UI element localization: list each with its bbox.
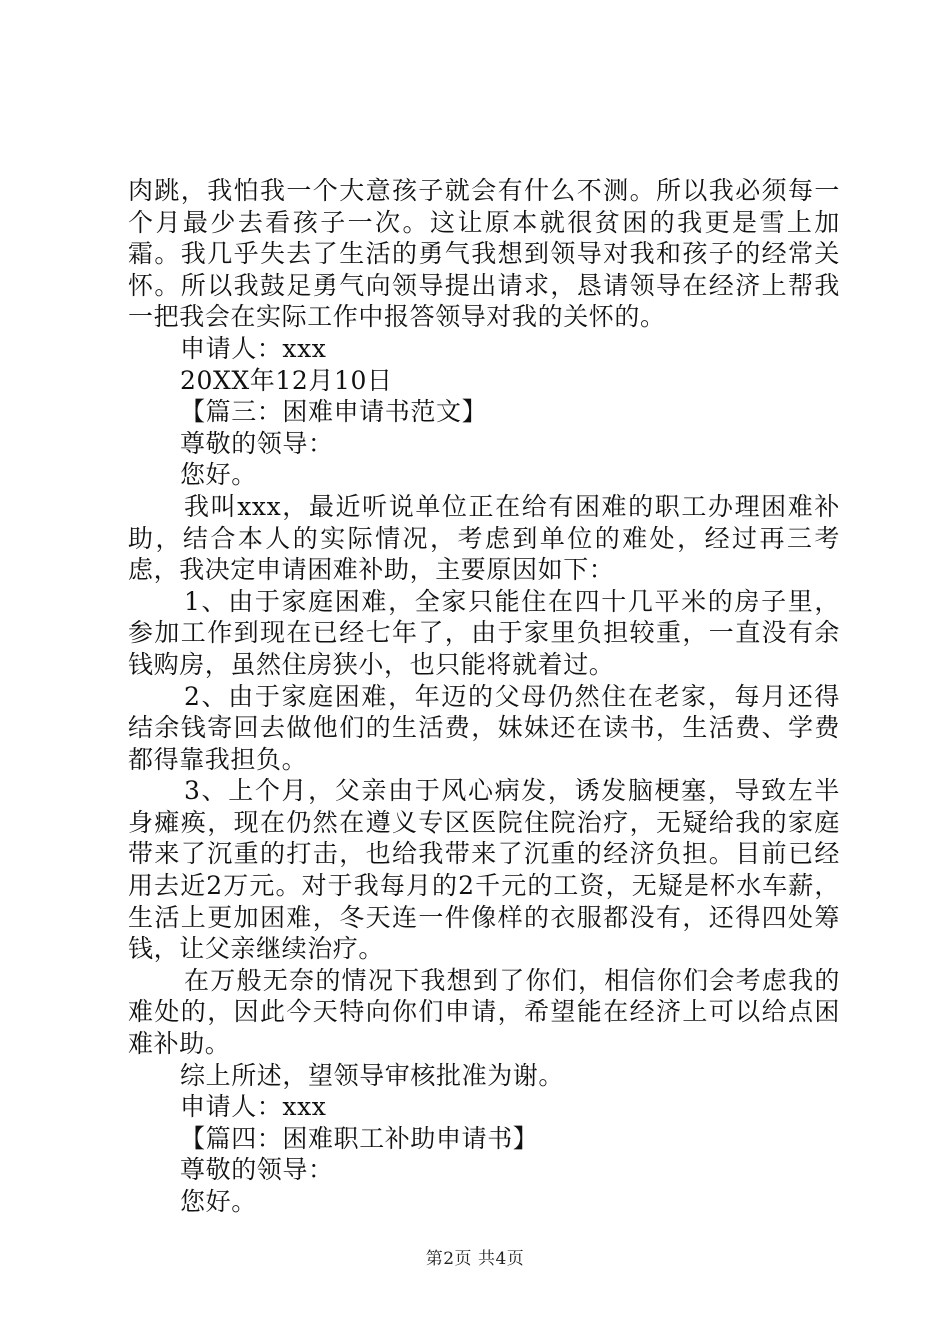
- section-heading-3: 【篇三：困难申请书范文】: [180, 397, 488, 427]
- greeting: 您好。: [180, 460, 257, 490]
- paragraph-intro: 我叫xxx，最近听说单位正在给有困难的职工办理困难补助，结合本人的实际情况，考虑到单位的难处，经过再三考虑，我决定申请困难补助，主要原因如下：: [128, 491, 840, 585]
- paragraph-reason-3: 3、上个月，父亲由于风心病发，诱发脑梗塞，导致左半身瘫痪，现在仍然在遵义专区医院住院治疗，无疑给我的家庭带来了沉重的打击，也给我带来了沉重的经济负担。目前已经用去近2万元。对于我每月的2千元的工资，无疑是杯水车薪，生活上更加困难，冬天连一件像样的衣服都没有，还得四处筹钱，让父亲继续治疗。: [128, 776, 840, 964]
- paragraph-continuation: 肉跳，我怕我一个大意孩子就会有什么不测。所以我必须每一个月最少去看孩子一次。这让原本就很贫困的我更是雪上加霜。我几乎失去了生活的勇气我想到领导对我和孩子的经常关怀。所以我鼓足勇气向领导提出请求，恳请领导在经济上帮我一把我会在实际工作中报答领导对我的关怀的。: [128, 176, 840, 332]
- applicant-signature-2: 申请人：xxx: [180, 1092, 327, 1122]
- paragraph-request: 在万般无奈的情况下我想到了你们，相信你们会考虑我的难处的，因此今天特向你们申请，希望能在经济上可以给点困难补助。: [128, 965, 840, 1059]
- page-footer: 第2页 共4页: [425, 1249, 525, 1269]
- applicant-signature: 申请人：xxx: [180, 333, 327, 363]
- application-date: 20XX年12月10日: [180, 365, 393, 395]
- paragraph-reason-2: 2、由于家庭困难，年迈的父母仍然住在老家，每月还得结余钱寄回去做他们的生活费，妹妹还在读书，生活费、学费都得靠我担负。: [128, 681, 840, 774]
- section-heading-4: 【篇四：困难职工补助申请书】: [180, 1123, 539, 1153]
- salutation-2: 尊敬的领导：: [180, 1155, 334, 1185]
- paragraph-closing: 综上所述，望领导审核批准为谢。: [180, 1060, 565, 1090]
- greeting-2: 您好。: [180, 1187, 257, 1216]
- paragraph-reason-1: 1、由于家庭困难，全家只能住在四十几平米的房子里，参加工作到现在已经七年了，由于家里负担较重，一直没有余钱购房，虽然住房狭小，也只能将就着过。: [128, 586, 840, 679]
- salutation: 尊敬的领导：: [180, 428, 334, 458]
- document-body: [128, 175, 840, 1218]
